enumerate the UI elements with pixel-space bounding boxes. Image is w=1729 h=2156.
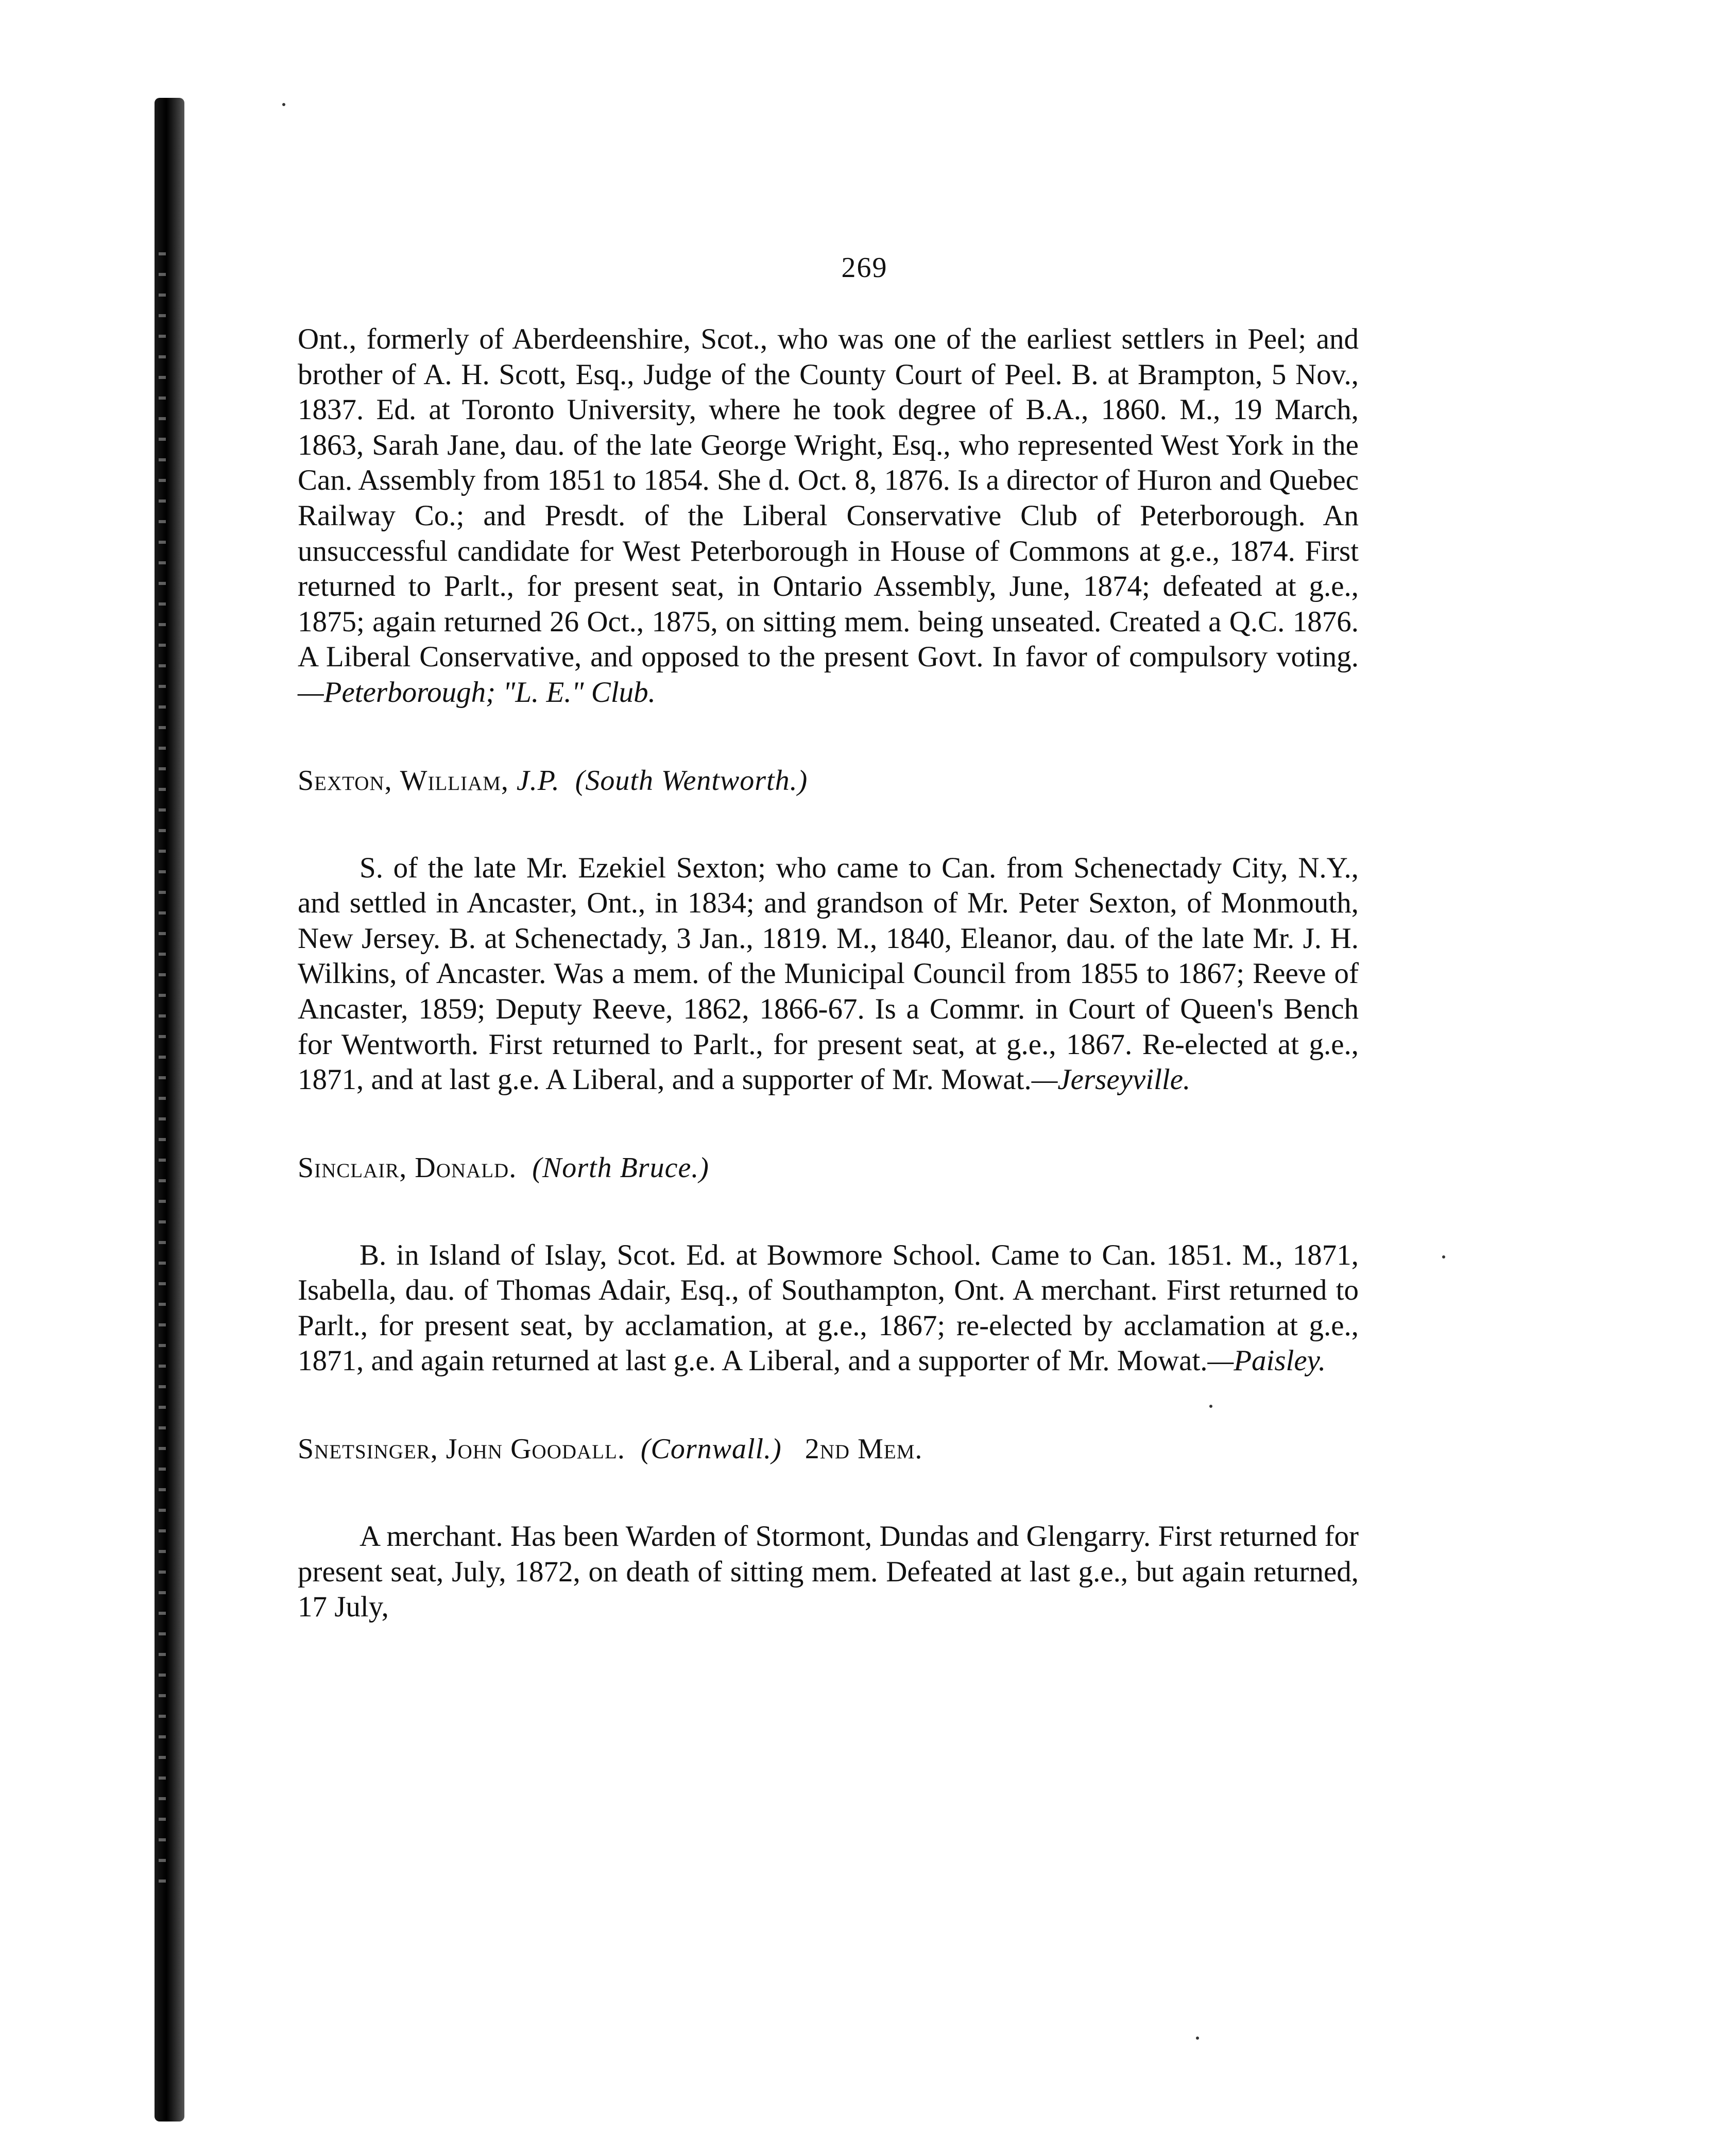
entry-body-sexton (298, 851, 1359, 1098)
spacer (298, 1185, 1359, 1238)
entry-constituency: (Cornwall.) (640, 1433, 782, 1465)
entry-constituency: (North Bruce.) (532, 1151, 709, 1184)
entry-member-number: 2nd Mem. (804, 1433, 923, 1465)
entry-constituency: (South Wentworth.) (575, 764, 808, 797)
entry-given-name: Donald. (415, 1151, 517, 1184)
spacer (298, 1098, 1359, 1150)
page-speck (1196, 2037, 1199, 2040)
page-content (298, 322, 1359, 1625)
entry-surname: Sinclair, (298, 1151, 407, 1184)
entry-body-text: A merchant. Has been Warden of Stormont, Dundas and Glengarry. First returned for present seat, July, 1872, on death of sitting mem. Defeated at last g.e., but again returned, 17 July, (298, 1520, 1359, 1624)
page-speck (1442, 1255, 1445, 1258)
spacer (298, 1467, 1359, 1519)
entry-postnominal: J.P. (516, 764, 560, 797)
entry-heading-sexton (298, 763, 1359, 798)
continuation-text: Ont., formerly of Aberdeenshire, Scot., who was one of the earliest settlers in Peel; and brother of A. H. Scott, Esq., Judge of the County Court of Peel. B. at Brampton, 5 Nov., 1837. Ed. at Toronto University, where he took degree of B.A., 1860. M., 19 March, 1863, Sarah Jane, dau. of the late George Wright, Esq., who represented West York in the Can. Assembly from 1851 to 1854. She d. Oct. 8, 1876. Is a director of Huron and Quebec Railway Co.; and Presdt. of the Liberal Conservative Club of Peterborough. An unsuccessful candidate for West Peterborough in House of Commons at g.e., 1874. First returned to Parlt., for present seat, in Ontario Assembly, June, 1874; defeated at g.e., 1875; again returned 26 Oct., 1875, on sitting mem. being unseated. Created a Q.C. 1876. A Liberal Conservative, and opposed to the present Govt. In favor of compulsory voting. (298, 323, 1359, 674)
entry-body-text: S. of the late Mr. Ezekiel Sexton; who came to Can. from Schenectady City, N.Y., and settled in Ancaster, Ont., in 1834; and grandson of Mr. Peter Sexton, of Monmouth, New Jersey. B. at Schenectady, 3 Jan., 1819. M., 1840, Eleanor, dau. of the late Mr. J. H. Wilkins, of Ancaster. Was a mem. of the Municipal Council from 1855 to 1867; Reeve of Ancaster, 1859; Deputy Reeve, 1862, 1866-67. Is a Commr. in Court of Queen's Bench for Wentworth. First returned to Parlt., for present seat, at g.e., 1867. Re-elected at g.e., 1871, and at last g.e. A Liberal, and a supporter of Mr. Mowat. (298, 851, 1359, 1096)
page-number: 269 (841, 252, 888, 284)
spacer (298, 711, 1359, 763)
binding-edge (155, 98, 184, 2121)
entry-address: —Paisley. (1207, 1344, 1326, 1377)
entry-given-name: John Goodall. (446, 1433, 625, 1465)
entry-given-name: William, (400, 764, 509, 797)
entry-address: —Jerseyville. (1031, 1063, 1191, 1096)
continuation-paragraph (298, 322, 1359, 711)
entry-surname: Snetsinger, (298, 1433, 438, 1465)
continuation-address: —Peterborough; "L. E." Club. (298, 676, 656, 709)
entry-heading-snetsinger (298, 1431, 1359, 1467)
entry-body-snetsinger (298, 1519, 1359, 1625)
entry-body-text: B. in Island of Islay, Scot. Ed. at Bowmore School. Came to Can. 1851. M., 1871, Isabella, dau. of Thomas Adair, Esq., of Southampton, Ont. A merchant. First returned to Parlt., for present seat, by acclamation, at g.e., 1867; re-elected by acclamation at g.e., 1871, and again returned at last g.e. A Liberal, and a supporter of Mr. Mowat. (298, 1238, 1359, 1377)
spacer (298, 798, 1359, 851)
spacer (298, 1379, 1359, 1431)
entry-body-sinclair (298, 1238, 1359, 1379)
entry-heading-sinclair (298, 1150, 1359, 1185)
entry-surname: Sexton, (298, 764, 392, 797)
page-speck (282, 103, 285, 106)
